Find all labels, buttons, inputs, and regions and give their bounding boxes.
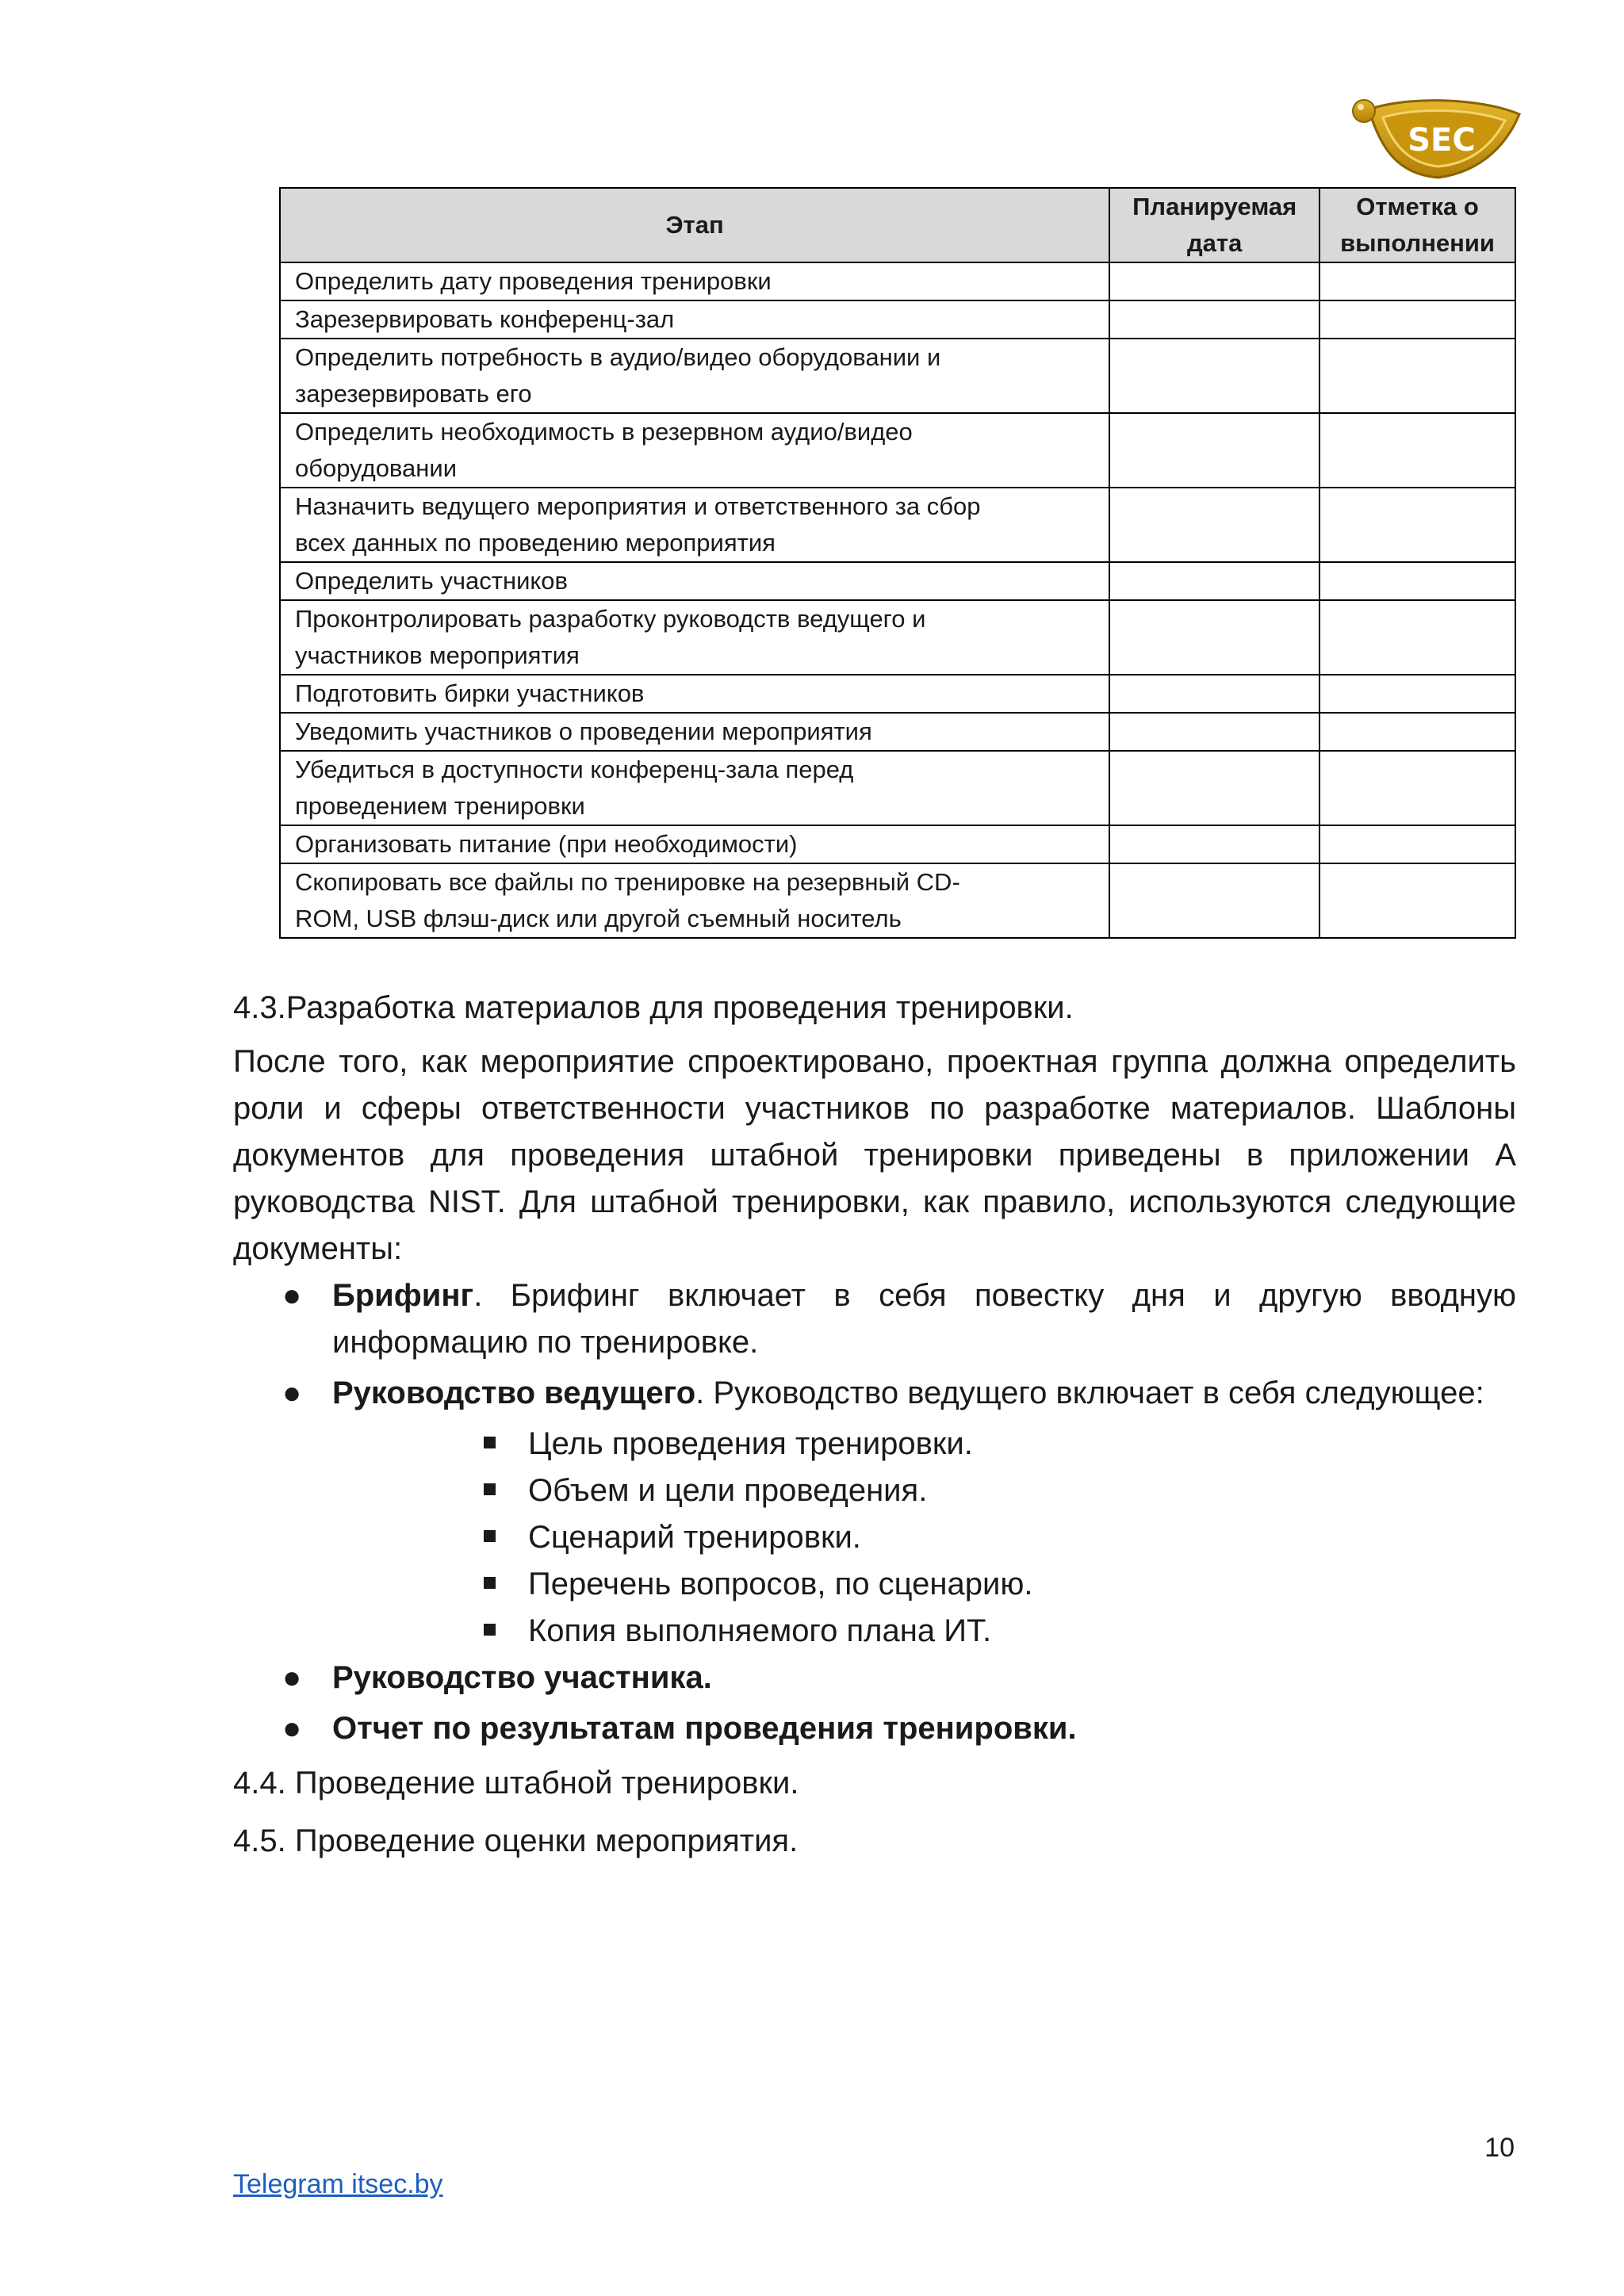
table-row <box>280 339 1515 413</box>
completion-mark-cell <box>1320 413 1515 488</box>
completion-mark-cell <box>1320 713 1515 751</box>
square-bullet-icon <box>484 1624 496 1636</box>
task-cell: Определить необходимость в резервном аудио/видео оборудовании <box>280 413 1109 488</box>
task-cell: Определить потребность в аудио/видео оборудовании и зарезервировать его <box>280 339 1109 413</box>
square-bullet-icon <box>484 1483 496 1495</box>
task-cell: Назначить ведущего мероприятия и ответственного за сбор всех данных по проведению мероприятия <box>280 488 1109 562</box>
task-cell: Уведомить участников о проведении мероприятия <box>280 713 1109 751</box>
completion-mark-cell <box>1320 600 1515 675</box>
task-cell: Скопировать все файлы по тренировке на резервный CD- ROM, USB флэш-диск или другой съемный носитель <box>280 863 1109 938</box>
completion-mark-cell <box>1320 488 1515 562</box>
table-row <box>280 713 1515 751</box>
planned-date-cell <box>1109 562 1320 600</box>
planned-date-cell <box>1109 713 1320 751</box>
completion-mark-cell <box>1320 339 1515 413</box>
planned-date-cell <box>1109 339 1320 413</box>
intro-paragraph: После того, как мероприятие спроектировано, проектная группа должна определить роли и сферы ответственности участников по разработке материалов. Шаблоны документов для проведения штабной тренировки приведены в приложении А руководства NIST. Для штабной тренировки, как правило, используются следующие документы: <box>233 1044 1516 1266</box>
table-row <box>280 262 1515 300</box>
task-cell: Определить дату проведения тренировки <box>280 262 1109 300</box>
list-item: Цель проведения тренировки. <box>233 1421 1516 1468</box>
column-header-stage: Этап <box>280 188 1109 262</box>
page-number: 10 <box>1484 2133 1515 2163</box>
task-cell: Убедиться в доступности конференц-зала перед проведением тренировки <box>280 751 1109 825</box>
checklist-table <box>279 187 1516 939</box>
sec-logo <box>1350 95 1526 187</box>
square-bullet-icon <box>484 1437 496 1448</box>
table-header-row <box>280 188 1515 262</box>
telegram-link[interactable]: Telegram itsec.by <box>233 2169 443 2199</box>
table-row <box>280 300 1515 339</box>
planned-date-cell <box>1109 675 1320 713</box>
table-row <box>280 751 1515 825</box>
list-item-exercise-report: ● Отчет по результатам проведения тренировки. <box>233 1705 1516 1752</box>
bullet-icon: ● <box>282 1278 302 1313</box>
document-list-continued <box>233 1655 1516 1752</box>
bullet-icon: ● <box>282 1376 302 1410</box>
list-item: Сценарий тренировки. <box>233 1514 1516 1561</box>
task-cell: Зарезервировать конференц-зал <box>280 300 1109 339</box>
table-row <box>280 488 1515 562</box>
completion-mark-cell <box>1320 825 1515 863</box>
table-row <box>280 863 1515 938</box>
planned-date-cell <box>1109 488 1320 562</box>
table-row <box>280 562 1515 600</box>
list-item: Объем и цели проведения. <box>233 1468 1516 1514</box>
completion-mark-cell <box>1320 675 1515 713</box>
square-bullet-icon <box>484 1577 496 1589</box>
list-item-facilitator-guide: ● Руководство ведущего. Руководство ведущего включает в себя следующее: <box>233 1370 1516 1417</box>
facilitator-guide-contents <box>233 1421 1516 1655</box>
planned-date-cell <box>1109 751 1320 825</box>
table-row <box>280 675 1515 713</box>
completion-mark-cell <box>1320 562 1515 600</box>
section-heading-4-3: 4.3.Разработка материалов для проведения тренировки. <box>233 990 1074 1025</box>
square-bullet-icon <box>484 1530 496 1542</box>
list-item: Копия выполняемого плана ИТ. <box>233 1608 1516 1655</box>
task-cell: Проконтролировать разработку руководств ведущего и участников мероприятия <box>280 600 1109 675</box>
section-heading-4-5: 4.5. Проведение оценки мероприятия. <box>233 1823 799 1858</box>
table-row <box>280 413 1515 488</box>
task-cell: Организовать питание (при необходимости) <box>280 825 1109 863</box>
logo-text: SEC <box>1408 122 1476 159</box>
bullet-icon: ● <box>282 1660 302 1695</box>
planned-date-cell <box>1109 600 1320 675</box>
section-heading-4-4: 4.4. Проведение штабной тренировки. <box>233 1766 799 1800</box>
planned-date-cell <box>1109 300 1320 339</box>
table-row <box>280 600 1515 675</box>
planned-date-cell <box>1109 413 1320 488</box>
completion-mark-cell <box>1320 863 1515 938</box>
planned-date-cell <box>1109 825 1320 863</box>
planned-date-cell <box>1109 863 1320 938</box>
list-item: Перечень вопросов, по сценарию. <box>233 1561 1516 1608</box>
task-cell: Определить участников <box>280 562 1109 600</box>
completion-mark-cell <box>1320 262 1515 300</box>
planned-date-cell <box>1109 262 1320 300</box>
list-item-participant-guide: ● Руководство участника. <box>233 1655 1516 1701</box>
table-row <box>280 825 1515 863</box>
column-header-completion-mark: Отметка о выполнении <box>1320 188 1515 262</box>
bullet-icon: ● <box>282 1711 302 1746</box>
list-item-briefing: ● Брифинг. Брифинг включает в себя повестку дня и другую вводную информацию по тренировке. <box>233 1272 1516 1366</box>
completion-mark-cell <box>1320 751 1515 825</box>
body-text <box>233 985 1516 1865</box>
completion-mark-cell <box>1320 300 1515 339</box>
task-cell: Подготовить бирки участников <box>280 675 1109 713</box>
document-list <box>233 1272 1516 1417</box>
column-header-planned-date: Планируемая дата <box>1109 188 1320 262</box>
